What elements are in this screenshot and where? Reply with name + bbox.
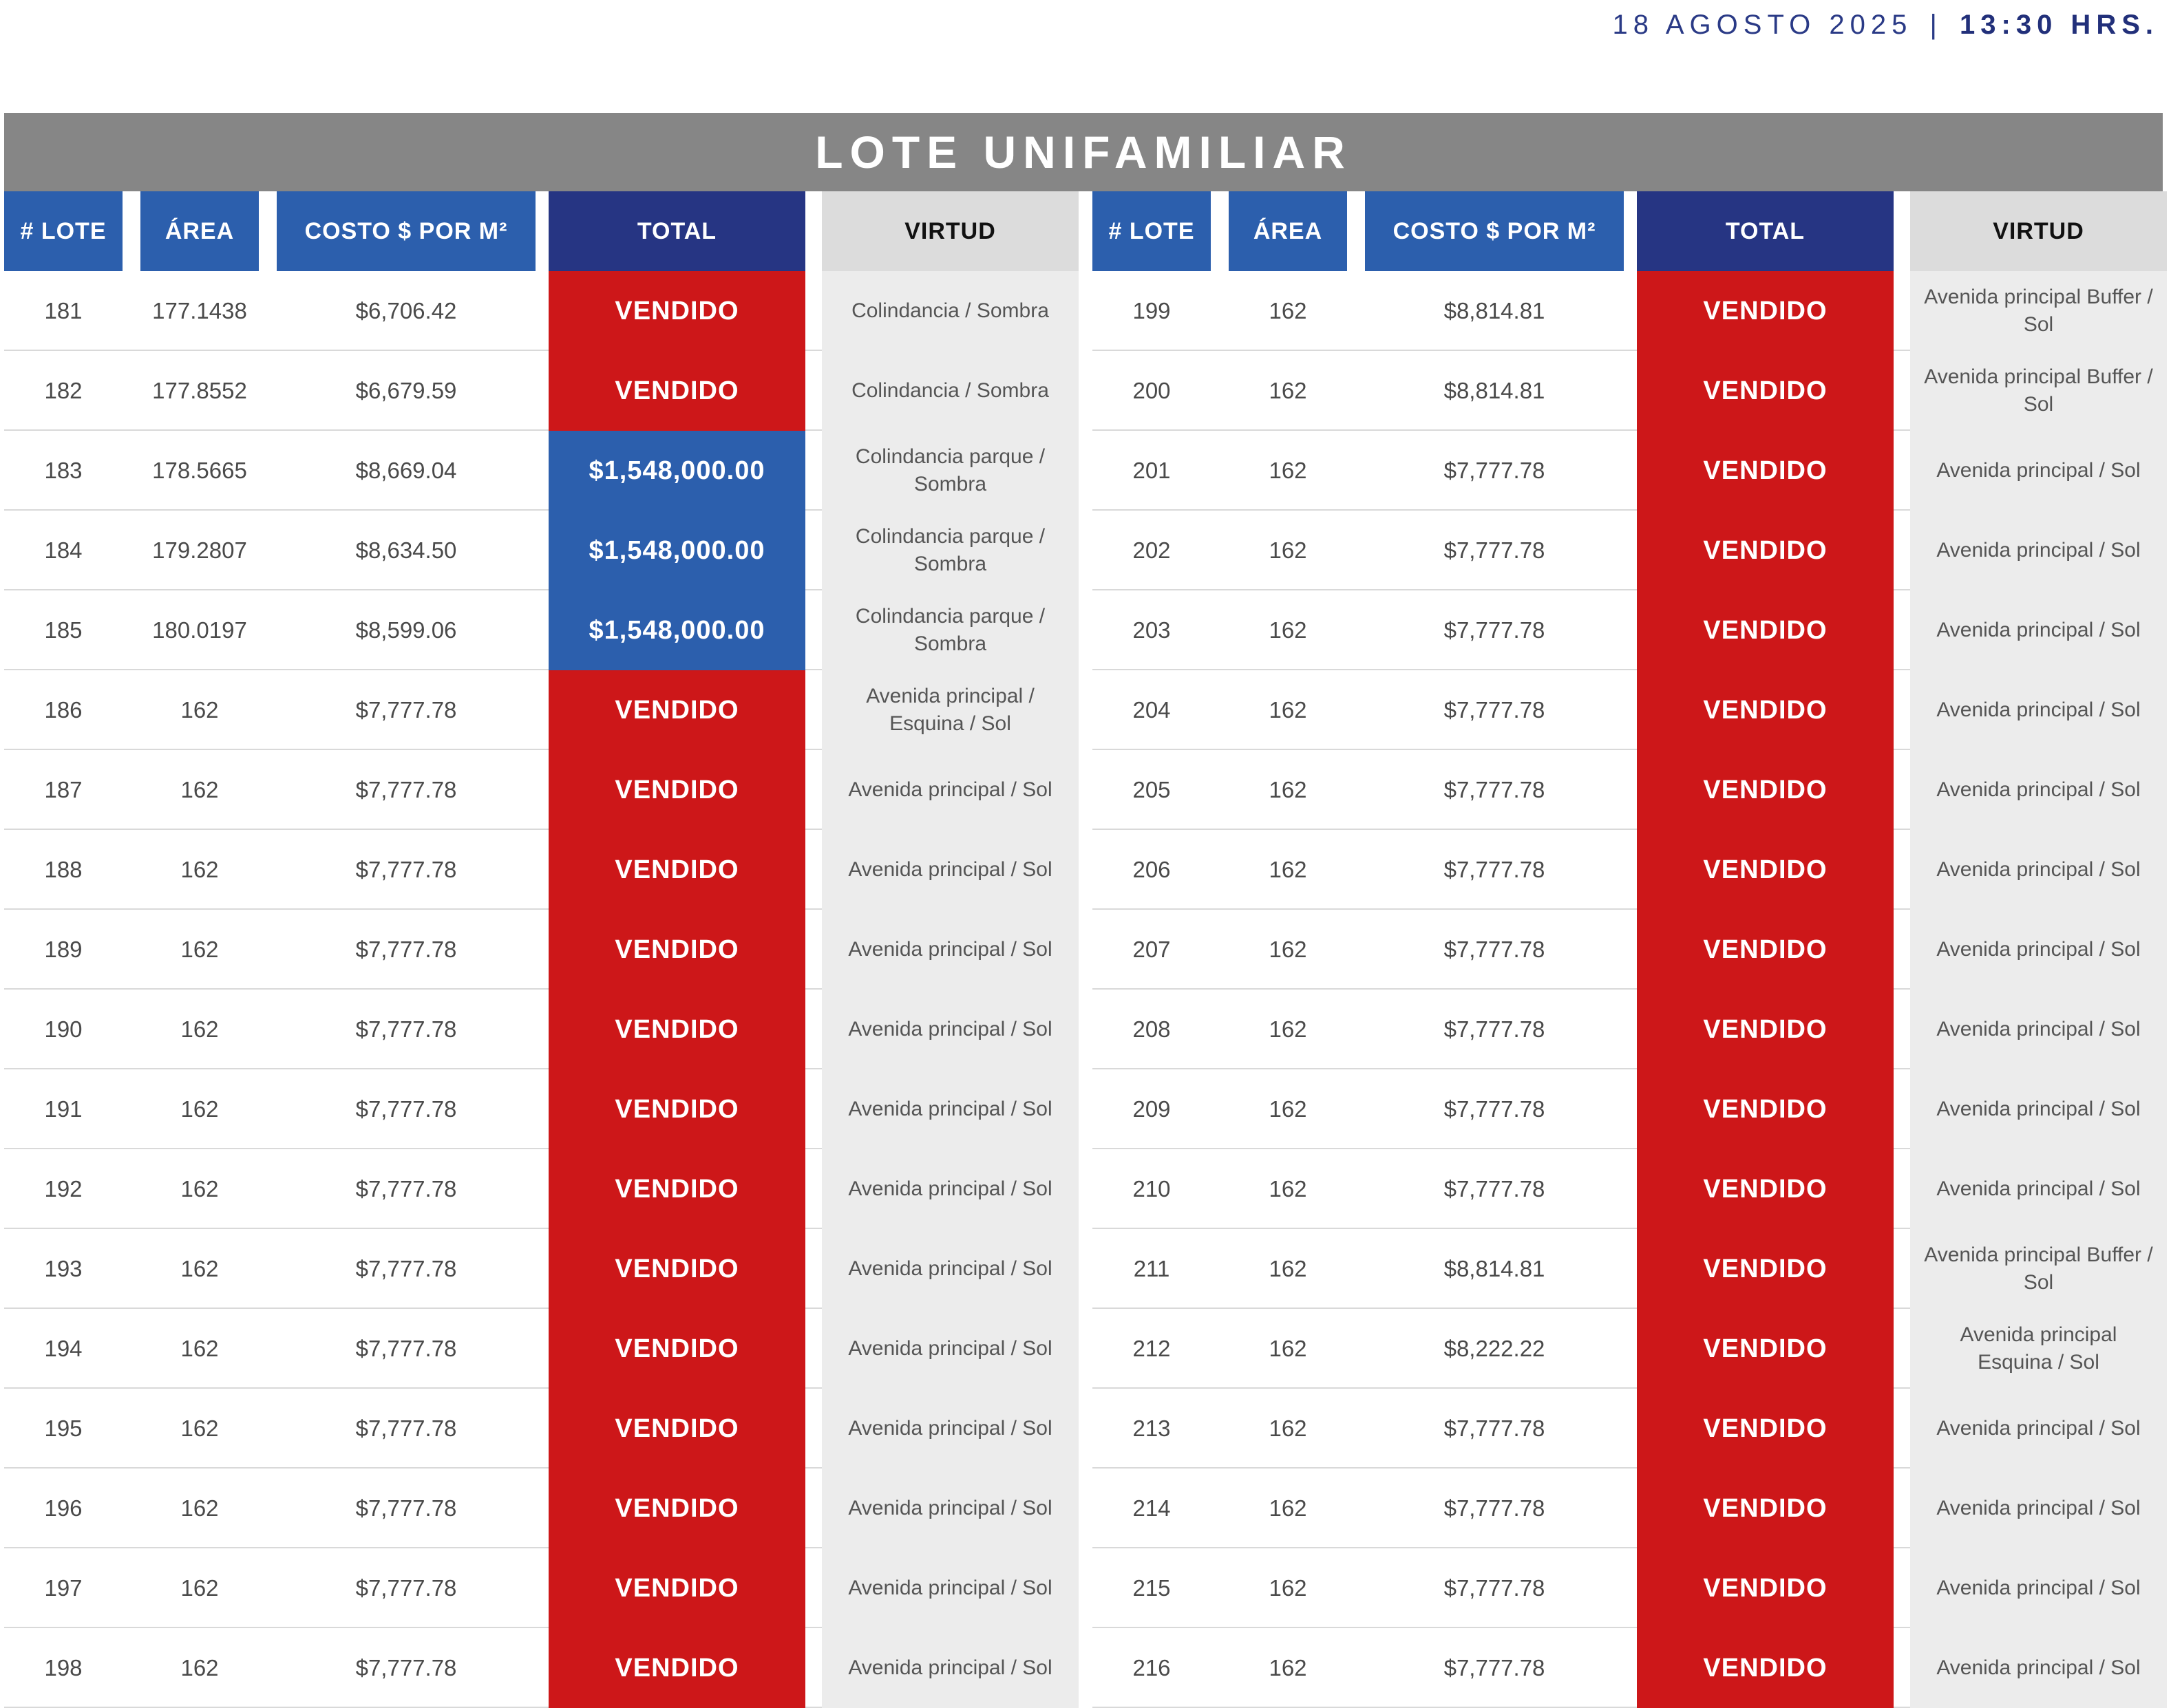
table-row [4,750,1079,830]
cell-costo: $8,634.50 [355,537,457,563]
table-row [4,1149,1079,1229]
price-badge: $1,548,000.00 [549,431,805,511]
table-row [4,1229,1079,1309]
cell-costo: $7,777.78 [1443,937,1545,962]
cell-lote: 209 [1132,1096,1171,1122]
cell-costo: $7,777.78 [1443,1416,1545,1441]
cell-costo: $8,669.04 [355,458,457,483]
cell-costo: $7,777.78 [355,1256,457,1281]
sold-status-badge: VENDIDO [1637,511,1894,590]
cell-area: 162 [1269,937,1307,962]
column-header-costo-right: COSTO $ POR M² [1365,191,1624,271]
cell-lote: 205 [1132,777,1171,802]
table-row [4,1389,1079,1469]
table-row [1092,1389,2167,1469]
cell-area: 162 [1269,1016,1307,1042]
cell-virtud: Avenida principal Buffer / Sol [1910,351,2167,431]
table-row [4,1069,1079,1149]
cell-lote: 201 [1132,458,1171,483]
cell-area: 162 [1269,1176,1307,1202]
sold-status-badge: VENDIDO [549,1628,805,1708]
table-row [1092,1069,2167,1149]
sold-status-badge: VENDIDO [1637,910,1894,990]
sold-status-badge: VENDIDO [1637,1628,1894,1708]
sold-status-badge: VENDIDO [549,750,805,830]
cell-virtud: Avenida principal / Sol [1910,1548,2167,1628]
cell-virtud: Avenida principal / Sol [1910,590,2167,670]
cell-costo: $7,777.78 [1443,458,1545,483]
column-header-lote-right: # LOTE [1092,191,1211,271]
cell-virtud: Avenida principal / Sol [822,910,1079,990]
date-time-separator: | [1929,10,1942,40]
cell-costo: $7,777.78 [355,1096,457,1122]
cell-virtud: Avenida principal / Sol [1910,670,2167,750]
column-header-virtud-right: VIRTUD [1910,191,2167,271]
cell-lote: 192 [44,1176,83,1202]
table-row [4,990,1079,1069]
cell-lote: 206 [1132,857,1171,882]
cell-area: 162 [1269,1416,1307,1441]
cell-virtud: Avenida principal / Sol [822,990,1079,1069]
column-header-lote-left: # LOTE [4,191,123,271]
cell-virtud: Colindancia parque / Sombra [822,431,1079,511]
cell-virtud: Avenida principal / Sol [1910,511,2167,590]
cell-costo: $7,777.78 [355,937,457,962]
table-row [1092,990,2167,1069]
table-row [4,511,1079,590]
time-label: 13:30 HRS. [1960,10,2159,40]
cell-area: 162 [180,1176,219,1202]
cell-lote: 189 [44,937,83,962]
cell-lote: 214 [1132,1495,1171,1521]
cell-area: 162 [1269,1575,1307,1601]
cell-area: 162 [1269,378,1307,403]
cell-costo: $8,814.81 [1443,378,1545,403]
column-header-total-right: TOTAL [1637,191,1894,271]
table-title-banner [4,113,2163,191]
cell-virtud: Colindancia / Sombra [822,271,1079,351]
cell-lote: 195 [44,1416,83,1441]
cell-costo: $8,814.81 [1443,298,1545,323]
cell-area: 162 [1269,617,1307,643]
cell-virtud: Avenida principal / Sol [822,1069,1079,1149]
sold-status-badge: VENDIDO [1637,830,1894,910]
cell-lote: 185 [44,617,83,643]
sold-status-badge: VENDIDO [1637,670,1894,750]
sold-status-badge: VENDIDO [549,1309,805,1389]
cell-lote: 188 [44,857,83,882]
cell-virtud: Avenida principal / Sol [1910,1069,2167,1149]
cell-costo: $7,777.78 [1443,617,1545,643]
sold-status-badge: VENDIDO [549,1548,805,1628]
cell-lote: 213 [1132,1416,1171,1441]
table-row [1092,1149,2167,1229]
cell-virtud: Avenida principal / Sol [822,1149,1079,1229]
cell-costo: $7,777.78 [355,1655,457,1680]
cell-costo: $7,777.78 [355,1495,457,1521]
cell-lote: 187 [44,777,83,802]
cell-area: 162 [1269,1096,1307,1122]
table-row [4,351,1079,431]
sold-status-badge: VENDIDO [549,1389,805,1469]
column-header-area-left: ÁREA [140,191,259,271]
cell-area: 162 [180,1016,219,1042]
cell-area: 162 [1269,458,1307,483]
sold-status-badge: VENDIDO [1637,1548,1894,1628]
sold-status-badge: VENDIDO [549,990,805,1069]
column-header-area-right: ÁREA [1229,191,1347,271]
cell-costo: $8,222.22 [1443,1336,1545,1361]
cell-area: 162 [1269,1336,1307,1361]
cell-area: 179.2807 [152,537,247,563]
cell-virtud: Avenida principal / Sol [822,1548,1079,1628]
table-row [1092,1548,2167,1628]
cell-lote: 198 [44,1655,83,1680]
cell-costo: $7,777.78 [355,1016,457,1042]
cell-costo: $8,599.06 [355,617,457,643]
cell-costo: $7,777.78 [355,857,457,882]
cell-lote: 194 [44,1336,83,1361]
sold-status-badge: VENDIDO [1637,1469,1894,1548]
cell-lote: 202 [1132,537,1171,563]
cell-area: 162 [180,697,219,723]
column-header-costo-left: COSTO $ POR M² [277,191,536,271]
cell-lote: 186 [44,697,83,723]
cell-virtud: Colindancia / Sombra [822,351,1079,431]
sold-status-badge: VENDIDO [549,830,805,910]
table-row [4,830,1079,910]
cell-virtud: Avenida principal / Sol [1910,750,2167,830]
cell-area: 162 [180,857,219,882]
cell-virtud: Avenida principal / Sol [1910,1149,2167,1229]
cell-virtud: Avenida principal Esquina / Sol [1910,1309,2167,1389]
sold-status-badge: VENDIDO [1637,431,1894,511]
price-badge: $1,548,000.00 [549,590,805,670]
cell-area: 162 [180,777,219,802]
cell-lote: 197 [44,1575,83,1601]
cell-lote: 204 [1132,697,1171,723]
column-header-total-left: TOTAL [549,191,805,271]
sold-status-badge: VENDIDO [1637,750,1894,830]
sold-status-badge: VENDIDO [1637,590,1894,670]
cell-lote: 208 [1132,1016,1171,1042]
cell-virtud: Avenida principal / Sol [822,830,1079,910]
cell-costo: $7,777.78 [1443,1176,1545,1202]
cell-costo: $6,706.42 [355,298,457,323]
table-row [4,670,1079,750]
cell-area: 162 [180,1336,219,1361]
cell-area: 162 [180,1575,219,1601]
sold-status-badge: VENDIDO [1637,1389,1894,1469]
cell-area: 177.1438 [152,298,247,323]
cell-virtud: Avenida principal / Esquina / Sol [822,670,1079,750]
cell-costo: $7,777.78 [1443,1016,1545,1042]
table-row [1092,830,2167,910]
table-row [4,1628,1079,1708]
sold-status-badge: VENDIDO [549,1229,805,1309]
cell-virtud: Avenida principal / Sol [1910,1628,2167,1708]
cell-area: 162 [1269,1256,1307,1281]
cell-lote: 200 [1132,378,1171,403]
table-row [4,590,1079,670]
cell-costo: $7,777.78 [355,1416,457,1441]
cell-costo: $7,777.78 [355,1575,457,1601]
sold-status-badge: VENDIDO [549,351,805,431]
sold-status-badge: VENDIDO [549,910,805,990]
cell-lote: 181 [44,298,83,323]
table-row [1092,910,2167,990]
table-row [4,1469,1079,1548]
cell-area: 162 [180,1256,219,1281]
price-badge: $1,548,000.00 [549,511,805,590]
table-row [4,910,1079,990]
cell-area: 162 [1269,298,1307,323]
cell-virtud: Avenida principal / Sol [822,1469,1079,1548]
table-row [4,431,1079,511]
table-row [1092,590,2167,670]
table-row [1092,670,2167,750]
cell-lote: 193 [44,1256,83,1281]
cell-costo: $7,777.78 [355,1336,457,1361]
sold-status-badge: VENDIDO [549,670,805,750]
cell-area: 162 [180,937,219,962]
cell-lote: 203 [1132,617,1171,643]
cell-area: 177.8552 [152,378,247,403]
cell-costo: $7,777.78 [355,1176,457,1202]
cell-lote: 191 [44,1096,83,1122]
cell-lote: 182 [44,378,83,403]
cell-virtud: Avenida principal / Sol [822,1628,1079,1708]
cell-virtud: Avenida principal Buffer / Sol [1910,1229,2167,1309]
cell-virtud: Avenida principal / Sol [822,750,1079,830]
cell-area: 162 [1269,777,1307,802]
table-row [1092,351,2167,431]
cell-lote: 211 [1133,1256,1170,1281]
table-row [1092,431,2167,511]
cell-costo: $7,777.78 [1443,1495,1545,1521]
table-row [4,271,1079,351]
sold-status-badge: VENDIDO [1637,990,1894,1069]
cell-virtud: Avenida principal / Sol [1910,990,2167,1069]
cell-lote: 215 [1132,1575,1171,1601]
cell-lote: 207 [1132,937,1171,962]
date-label: 18 AGOSTO 2025 [1612,10,1913,40]
cell-costo: $7,777.78 [1443,697,1545,723]
sold-status-badge: VENDIDO [1637,1229,1894,1309]
cell-costo: $7,777.78 [1443,857,1545,882]
cell-costo: $7,777.78 [1443,777,1545,802]
table-title: LOTE UNIFAMILIAR [815,127,1352,178]
cell-costo: $7,777.78 [1443,1655,1545,1680]
sold-status-badge: VENDIDO [1637,351,1894,431]
cell-costo: $7,777.78 [1443,1575,1545,1601]
sold-status-badge: VENDIDO [549,1069,805,1149]
cell-area: 162 [180,1655,219,1680]
cell-costo: $7,777.78 [1443,537,1545,563]
sold-status-badge: VENDIDO [1637,271,1894,351]
cell-lote: 212 [1132,1336,1171,1361]
cell-area: 162 [1269,1655,1307,1680]
cell-costo: $7,777.78 [1443,1096,1545,1122]
cell-lote: 216 [1132,1655,1171,1680]
column-header-virtud-left: VIRTUD [822,191,1079,271]
cell-area: 162 [1269,857,1307,882]
cell-virtud: Avenida principal / Sol [1910,910,2167,990]
cell-area: 162 [180,1416,219,1441]
table-row [1092,1469,2167,1548]
table-row [1092,271,2167,351]
table-row [4,1309,1079,1389]
cell-area: 162 [1269,697,1307,723]
sold-status-badge: VENDIDO [1637,1069,1894,1149]
cell-costo: $7,777.78 [355,777,457,802]
table-row [1092,511,2167,590]
cell-area: 162 [180,1096,219,1122]
cell-lote: 196 [44,1495,83,1521]
cell-costo: $8,814.81 [1443,1256,1545,1281]
date-time-stamp [1612,10,2159,41]
cell-virtud: Avenida principal / Sol [822,1229,1079,1309]
cell-virtud: Avenida principal Buffer / Sol [1910,271,2167,351]
cell-virtud: Avenida principal / Sol [822,1309,1079,1389]
cell-lote: 199 [1132,298,1171,323]
cell-virtud: Avenida principal / Sol [1910,1469,2167,1548]
sold-status-badge: VENDIDO [1637,1149,1894,1229]
cell-lote: 183 [44,458,83,483]
table-row [1092,1309,2167,1389]
table-row [1092,750,2167,830]
table-row [4,1548,1079,1628]
cell-area: 162 [1269,537,1307,563]
cell-virtud: Avenida principal / Sol [1910,1389,2167,1469]
cell-area: 180.0197 [152,617,247,643]
cell-virtud: Avenida principal / Sol [822,1389,1079,1469]
table-row [1092,1229,2167,1309]
cell-area: 162 [180,1495,219,1521]
cell-area: 178.5665 [152,458,247,483]
table-row [1092,1628,2167,1708]
cell-area: 162 [1269,1495,1307,1521]
sold-status-badge: VENDIDO [549,271,805,351]
cell-virtud: Avenida principal / Sol [1910,830,2167,910]
sold-status-badge: VENDIDO [549,1149,805,1229]
cell-lote: 190 [44,1016,83,1042]
sold-status-badge: VENDIDO [549,1469,805,1548]
cell-virtud: Colindancia parque / Sombra [822,590,1079,670]
cell-lote: 210 [1132,1176,1171,1202]
cell-costo: $7,777.78 [355,697,457,723]
cell-virtud: Colindancia parque / Sombra [822,511,1079,590]
cell-virtud: Avenida principal / Sol [1910,431,2167,511]
cell-costo: $6,679.59 [355,378,457,403]
sold-status-badge: VENDIDO [1637,1309,1894,1389]
cell-lote: 184 [44,537,83,563]
